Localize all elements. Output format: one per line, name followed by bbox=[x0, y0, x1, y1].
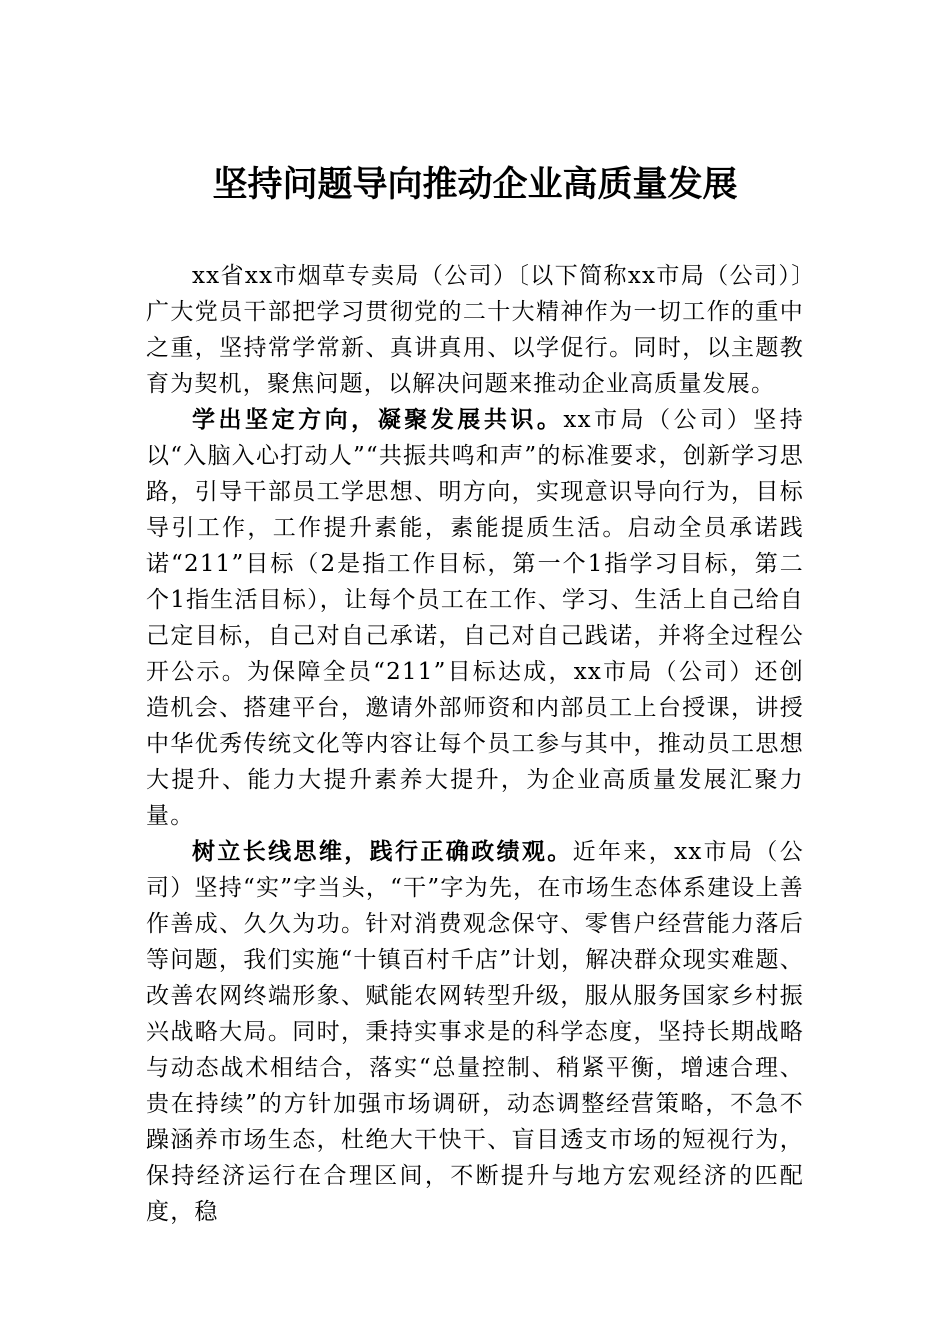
paragraph-intro bbox=[146, 258, 804, 402]
paragraph-long-term-thinking bbox=[146, 834, 804, 1230]
document-title: 坚持问题导向推动企业高质量发展 bbox=[212, 164, 738, 205]
paragraph-long-term-thinking-text: 近年来，xx市局（公司）坚持“实”字当头，“干”字为先，在市场生态体系建设上善作善成、久久为功。针对消费观念保守、零售户经营能力落后等问题，我们实施“十镇百村千店”计划，解决群众现实难题、改善农网终端形象、赋能农网转型升级，服从服务国家乡村振兴战略大局。同时，秉持实事求是的科学态度，坚持长期战略与动态战术相结合，落实“总量控制、稍紧平衡，增速合理、贵在持续”的方针加强市场调研，动态调整经营策略，不急不躁涵养市场生态，杜绝大干快干、盲目透支市场的短视行为，保持经济运行在合理区间，不断提升与地方宏观经济的匹配度，稳 bbox=[146, 839, 804, 1225]
paragraph-study-direction-text: xx市局（公司）坚持以“入脑入心打动人”“共振共鸣和声”的标准要求，创新学习思路，引导干部员工学思想、明方向，实现意识导向行为，目标导引工作，工作提升素能，素能提质生活。启动全员承诺践诺“211”目标（2是指工作目标，第一个1指学习目标，第二个1指生活目标），让每个员工在工作、学习、生活上自己给自己定目标，自己对自己承诺，自己对自己践诺，并将全过程公开公示。为保障全员“211”目标达成，xx市局（公司）还创造机会、搭建平台，邀请外部师资和内部员工上台授课，讲授中华优秀传统文化等内容让每个员工参与其中，推动员工思想大提升、能力大提升素养大提升，为企业高质量发展汇聚力量。 bbox=[146, 407, 804, 829]
document-body bbox=[146, 258, 804, 1230]
paragraph-long-term-thinking-heading: 树立长线思维，践行正确政绩观。 bbox=[192, 838, 573, 865]
paragraph-study-direction-heading: 学出坚定方向，凝聚发展共识。 bbox=[192, 406, 564, 433]
paragraph-intro-text: xx省xx市烟草专卖局（公司）〔以下简称xx市局（公司）〕广大党员干部把学习贯彻党的二十大精神作为一切工作的重中之重，坚持常学常新、真讲真用、以学促行。同时，以主题教育为契机，聚焦问题，以解决问题来推动企业高质量发展。 bbox=[146, 263, 804, 397]
paragraph-study-direction bbox=[146, 402, 804, 834]
